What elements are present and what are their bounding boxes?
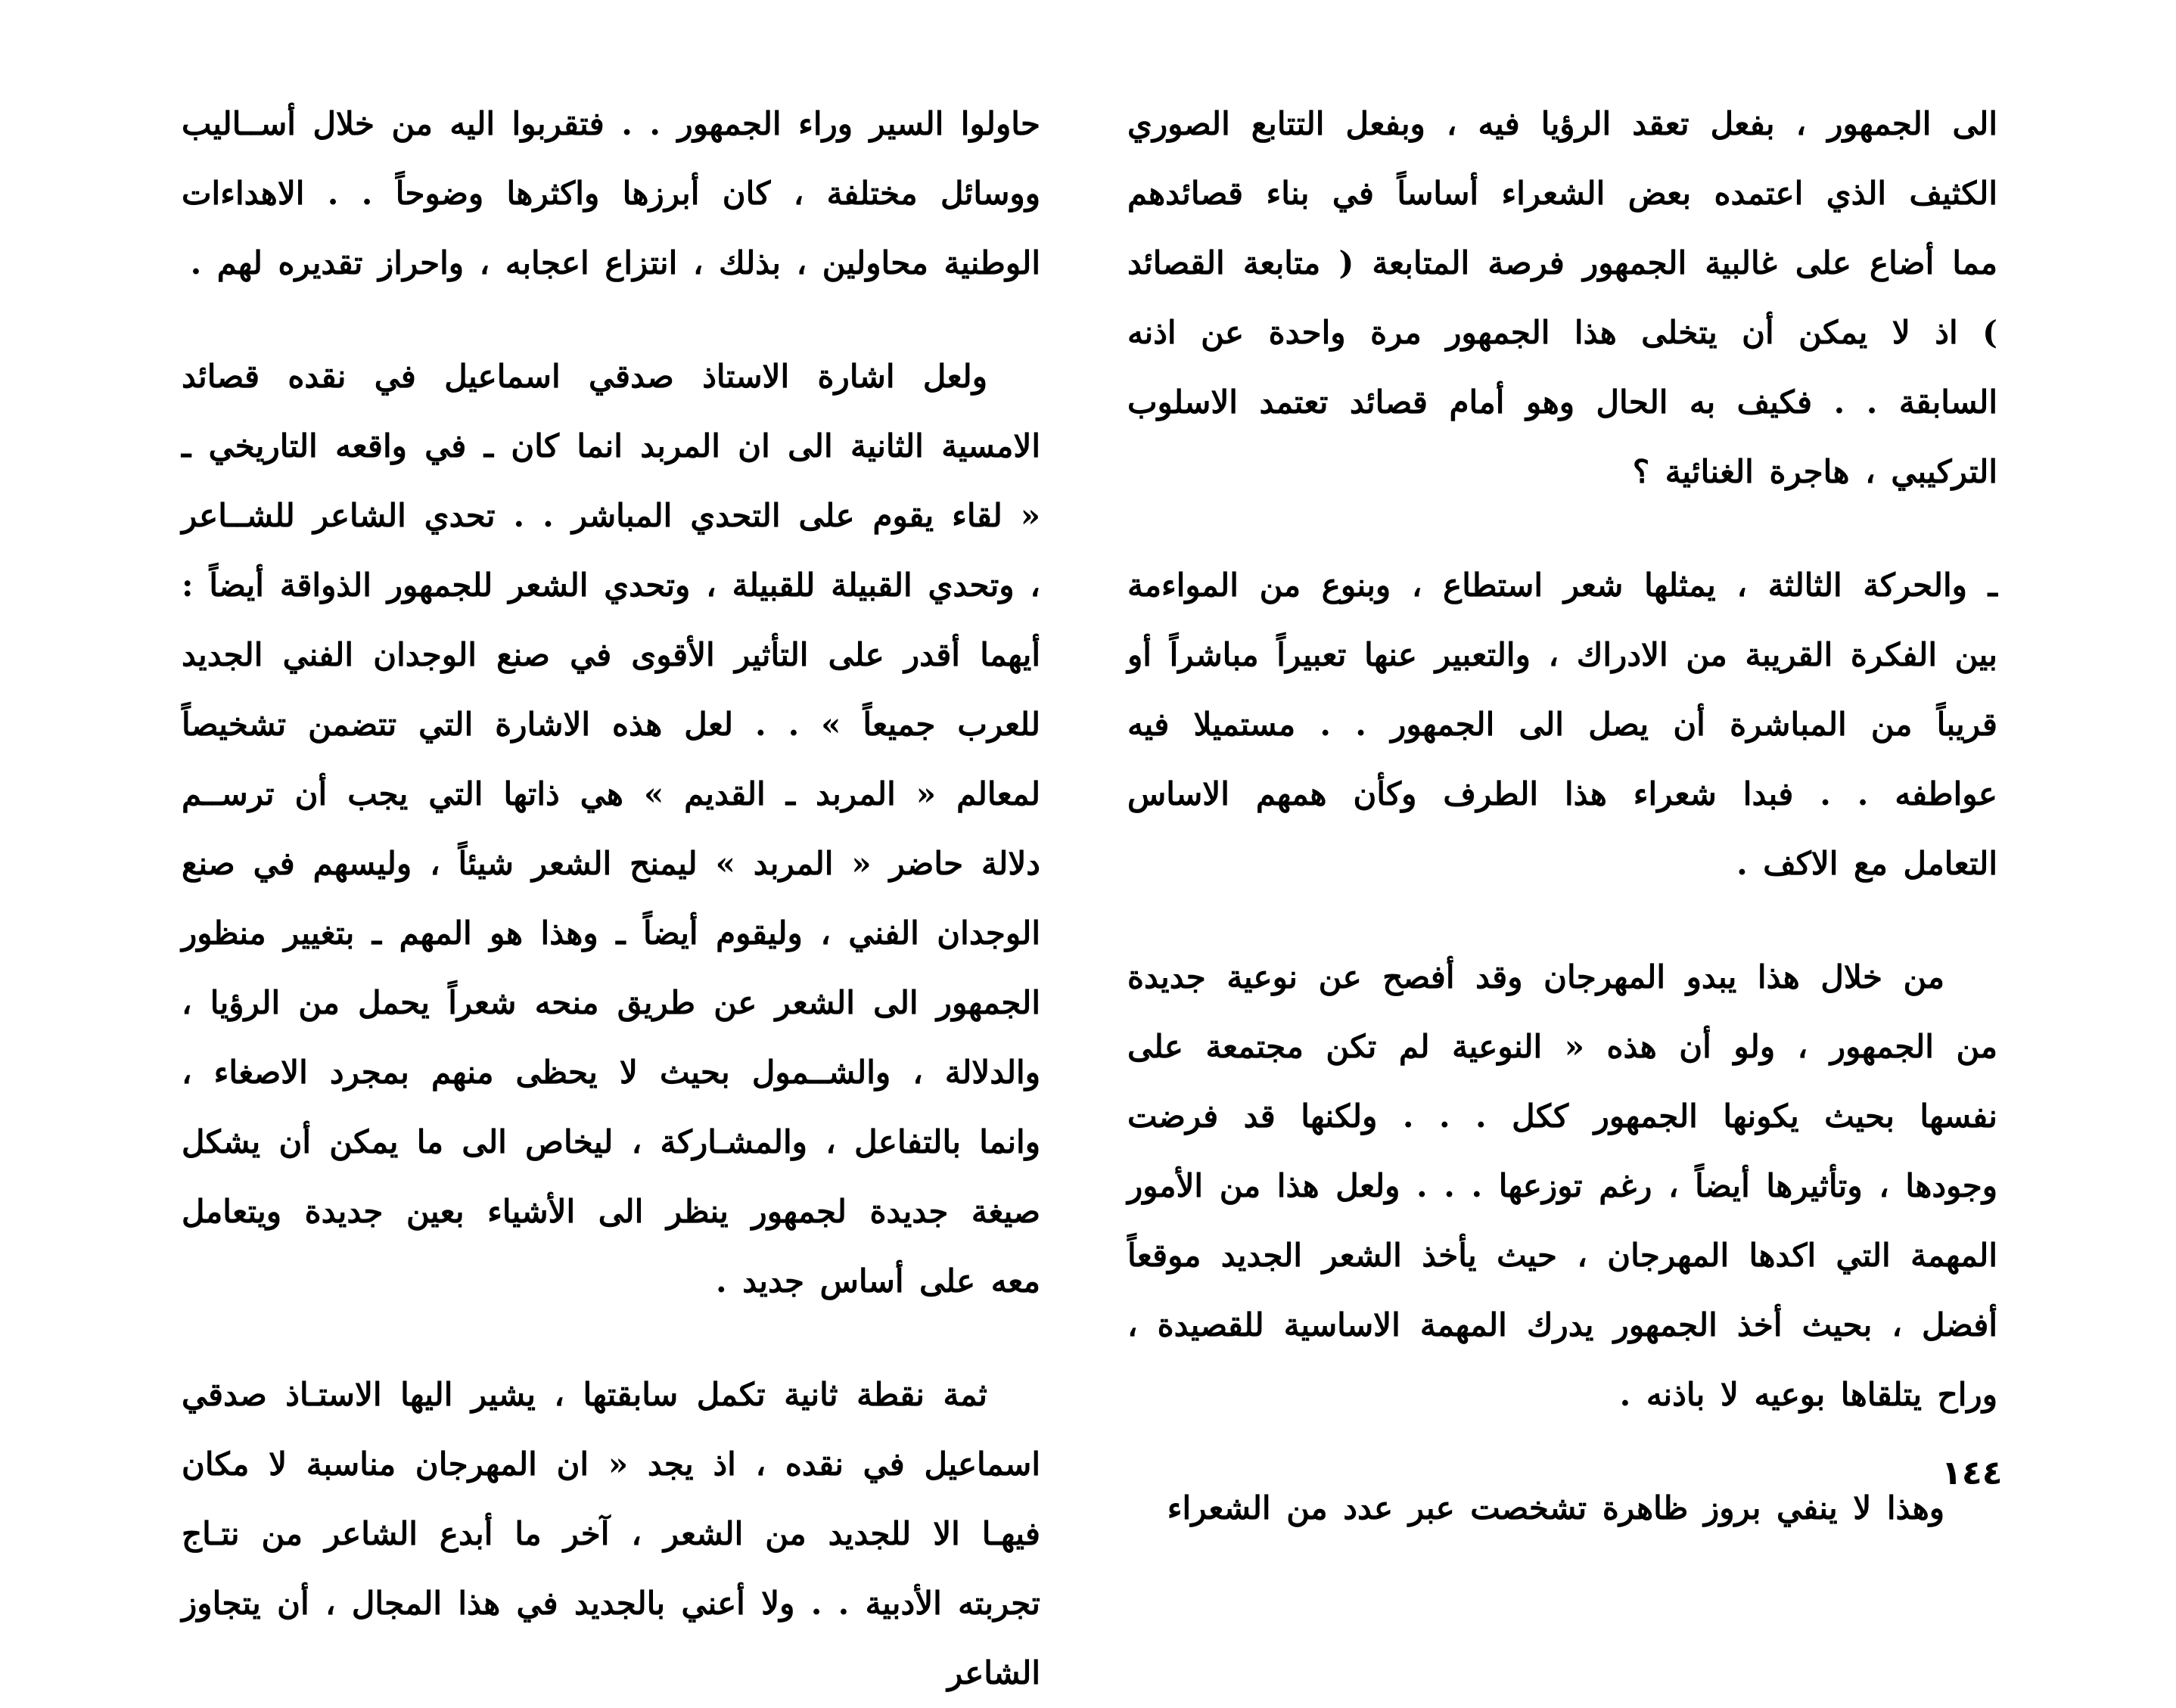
paragraph-new-audience: من خلال هذا يبدو المهرجان وقد أفصح عن نوعية جديدة من الجمهور ، ولو أن هذه « النوعية لم تكن مجتمعة على نفسها بحيث يكونها الجمهور ككل . . . ولكنها قد فرضت وجودها ، وتأثيرها أيضاً ، رغم توزعها . . . ولعل هذا من الأمور المهمة التي اكدها المهرجان ، حيث يأخذ الشعر الجديد موقعاً أفضل ، بحيث أخذ الجمهور يدرك المهمة الاساسية للقصيدة ، وراح يتلقاها بوعيه لا باذنه .	[1127, 958, 1997, 1413]
paragraph-third-movement: ـ والحركة الثالثة ، يمثلها شعر استطاع ، وبنوع من المواءمة بين الفكرة القريبة من الادراك ، والتعبير عنها تعبيراً مباشراً أو قريباً من المباشرة أن يصل الى الجمهور . . مستميلا فيه عواطفه . . فبدا شعراء هذا الطرف وكأن همهم الاساس التعامل مع الاكف .	[1127, 567, 1998, 882]
paragraph-sidqi-ismail-remark: ولعل اشارة الاستاذ صدقي اسماعيل في نقده قصائد الامسية الثانية الى ان المربد انما كان ـ في واقعه التاريخي ـ « لقاء يقوم على التحدي المباشر . . تحدي الشاعر للشــاعر ، وتحدي القبيلة للقبيلة ، وتحدي الشعر للجمهور الذواقة أيضاً : أيهما أقدر على التأثير الأقوى في صنع الوجدان الفني الجديد للعرب جميعاً » . . لعل هذه الاشارة التي تتضمن تشخيصاً لمعالم « المربد ـ القديم » هي ذاتها التي يجب أن ترســم دلالة حاضر « المربد » ليمنح الشعر شيئاً ، وليسهم في صنع الوجدان الفني ، وليقوم أيضاً ـ وهذا هو المهم ـ بتغيير منظور الجمهور الى الشعر عن طريق منحه شعراً يحمل من الرؤيا ، والدلالة ، والشــمول بحيث لا يحظى منهم بمجرد الاصغاء ، وانما بالتفاعل ، والمشـاركة ، ليخاص الى ما يمكن أن يشكل صيغة جديدة لجمهور ينظر الى الأشياء بعين جديدة ويتعامل معه على أساس جديد .	[182, 358, 1040, 1300]
paragraph-poets-followed-audience: حاولوا السير وراء الجمهور . . فتقربوا اليه من خلال أســاليب ووسائل مختلفة ، كان أبرزها واكثرها وضوحاً . . الاهداءات الوطنية محاولين ، بذلك ، انتزاع اعجابه ، واحراز تقديره لهم .	[182, 105, 1040, 281]
paragraph-audience-continuation: الى الجمهور ، بفعل تعقد الرؤيا فيه ، وبفعل التتابع الصوري الكثيف الذي اعتمده بعض الشعراء أساساً في بناء قصائدهم مما أضاع على غالبية الجمهور فرصة المتابعة ( متابعة القصائد ) اذ لا يمكن أن يتخلى هذا الجمهور مرة واحدة عن اذنه السابقة . . فكيف به الحال وهو أمام قصائد تعتمد الاسلوب التركيبي ، هاجرة الغنائية ؟	[1127, 105, 1997, 490]
right-text-column	[1127, 89, 1997, 1543]
page-number: ١٤٤	[1941, 1454, 2003, 1492]
left-text-column	[182, 89, 1040, 1708]
paragraph-phenomenon: وهذا لا ينفي بروز ظاهرة تشخصت عبر عدد من الشعراء	[1167, 1489, 1944, 1526]
paragraph-second-point: ثمة نقطة ثانية تكمل سابقتها ، يشير اليها الاستـاذ صدقي اسماعيل في نقده ، اذ يجد « ان المهرجان مناسبة لا مكان فيهـا الا للجديد من الشعر ، آخر ما أبدع الشاعر من نتـاج تجربته الأدبية . . ولا أعني بالجديد في هذا المجال ، أن يتجاوز الشاعر	[182, 1376, 1040, 1691]
